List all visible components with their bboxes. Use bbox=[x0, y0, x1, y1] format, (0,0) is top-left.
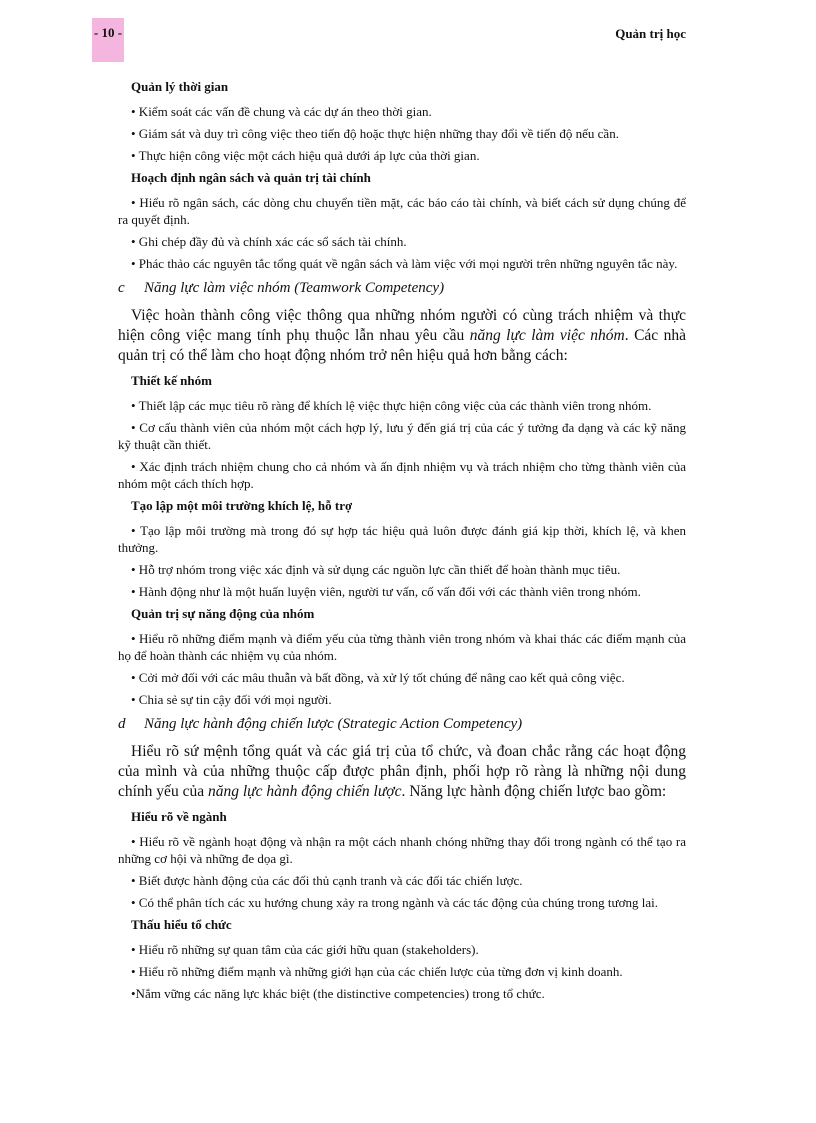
subheading: Hoạch định ngân sách và quản trị tài chính bbox=[131, 170, 371, 185]
bullet-item: • Thiết lập các mục tiêu rõ ràng để khích lệ việc thực hiện công việc của các thành viên trong nhóm. bbox=[131, 398, 652, 413]
emphasis-text: năng lực làm việc nhóm bbox=[469, 327, 625, 344]
bullet-item: • Xác định trách nhiệm chung cho cả nhóm và ấn định nhiệm vụ và trách nhiệm cho từng thành viên của nhóm một cách thích hợp. bbox=[118, 459, 686, 491]
subheading: Quản lý thời gian bbox=[131, 79, 229, 94]
body-paragraph bbox=[118, 306, 686, 366]
bullet-item: • Thực hiện công việc một cách hiệu quả dưới áp lực của thời gian. bbox=[131, 148, 480, 163]
bullet-item: • Ghi chép đầy đủ và chính xác các sổ sách tài chính. bbox=[131, 234, 407, 249]
bullet-item: • Giám sát và duy trì công việc theo tiến độ hoặc thực hiện những thay đổi về tiến độ nếu cần. bbox=[131, 126, 619, 141]
bullet-item: • Biết được hành động của các đối thủ cạnh tranh và các đối tác chiến lược. bbox=[131, 873, 523, 888]
bullet-item: • Phác thảo các nguyên tắc tổng quát về ngân sách và làm việc với mọi người trên những nguyên tắc này. bbox=[131, 256, 678, 271]
bullet-item: • Cởi mở đối với các mâu thuẫn và bất đồng, và xử lý tốt chúng để nâng cao kết quả công việc. bbox=[131, 670, 625, 685]
body-paragraph bbox=[118, 742, 686, 802]
subheading: Quản trị sự năng động của nhóm bbox=[131, 606, 315, 621]
subheading: Hiểu rõ về ngành bbox=[131, 809, 227, 824]
bullet-item: • Tạo lập môi trường mà trong đó sự hợp tác hiệu quả luôn được đánh giá kịp thời, khích lệ, và khen thưởng. bbox=[118, 523, 686, 555]
text-run: Việc hoàn thành công việc thông qua những nhóm người có cùng trách nhiệm và thực hiện công việc mang tính phụ thuộc lẫn nhau yêu cầu bbox=[118, 307, 686, 344]
text-run: . Năng lực hành động chiến lược bao gồm: bbox=[401, 783, 667, 800]
bullet-item: • Hỗ trợ nhóm trong việc xác định và sử dụng các nguồn lực cần thiết để hoàn thành mục tiêu. bbox=[131, 562, 621, 577]
bullet-item: • Hiểu rõ về ngành hoạt động và nhận ra một cách nhanh chóng những thay đổi trong ngành có thể tạo ra những cơ hội và những đe dọa gì. bbox=[118, 834, 686, 866]
bullet-item: • Cơ cấu thành viên của nhóm một cách hợp lý, lưu ý đến giá trị của các ý tưởng đa dạng và các kỹ năng kỹ thuật cần thiết. bbox=[118, 420, 686, 452]
subheading: Tạo lập một môi trường khích lệ, hỗ trợ bbox=[131, 498, 353, 513]
running-header: Quản trị học bbox=[615, 26, 686, 41]
bullet-item: • Hiểu rõ ngân sách, các dòng chu chuyển tiền mặt, các báo cáo tài chính, và biết cách sử dụng chúng để ra quyết định. bbox=[118, 195, 686, 227]
bullet-item: • Chia sẻ sự tin cậy đối với mọi người. bbox=[131, 692, 332, 707]
bullet-item: • Kiểm soát các vấn đề chung và các dự án theo thời gian. bbox=[131, 104, 432, 119]
bullet-item: • Hiểu rõ những điểm mạnh và điểm yếu của từng thành viên trong nhóm và khai thác các điểm mạnh của họ để hoàn thành các nhiệm vụ của nhóm. bbox=[118, 631, 686, 663]
text-run: . Các nhà quản trị có thể làm cho hoạt động nhóm trở nên hiệu quả hơn bằng cách: bbox=[118, 327, 687, 364]
section-title-d bbox=[118, 714, 686, 734]
emphasis-text: năng lực hành động chiến lược bbox=[207, 783, 402, 800]
section-title-text: Năng lực hành động chiến lược (Strategic Action Competency) bbox=[144, 716, 523, 732]
subheading: Thiết kế nhóm bbox=[131, 373, 212, 388]
page-body bbox=[118, 78, 686, 1007]
bullet-item: • Hành động như là một huấn luyện viên, người tư vấn, cố vấn đối với các thành viên trong nhóm. bbox=[131, 584, 641, 599]
section-title-c bbox=[118, 278, 686, 298]
section-letter: d bbox=[118, 716, 126, 732]
bullet-item: • Hiểu rõ những sự quan tâm của các giới hữu quan (stakeholders). bbox=[131, 942, 479, 957]
section-title-text: Năng lực làm việc nhóm (Teamwork Competency) bbox=[144, 280, 445, 296]
section-letter: c bbox=[118, 280, 125, 296]
bullet-item: •Nắm vững các năng lực khác biệt (the distinctive competencies) trong tổ chức. bbox=[131, 986, 545, 1001]
bullet-item: • Có thể phân tích các xu hướng chung xảy ra trong ngành và các tác động của chúng trong tương lai. bbox=[131, 895, 658, 910]
subheading: Thấu hiểu tổ chức bbox=[131, 917, 232, 932]
page-number: - 10 - bbox=[92, 18, 124, 62]
bullet-item: • Hiểu rõ những điểm mạnh và những giới hạn của các chiến lược của từng đơn vị kinh doanh. bbox=[131, 964, 623, 979]
text-run: Hiểu rõ sứ mệnh tổng quát và các giá trị của tổ chức, và đoan chắc rằng các hoạt động của mình và của những thuộc cấp được phân định, phối hợp rõ ràng là những nội dung chính yếu của bbox=[118, 743, 686, 800]
